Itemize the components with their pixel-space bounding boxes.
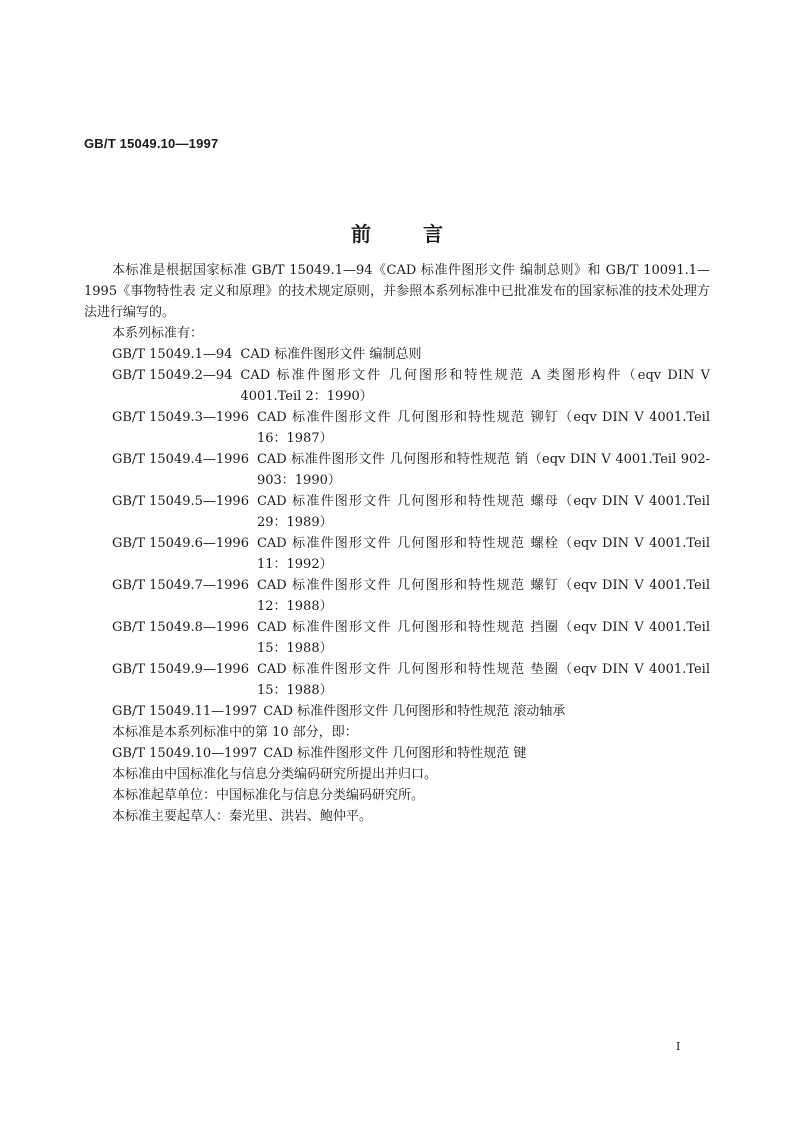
- proposer-line: 本标准由中国标准化与信息分类编码研究所提出并归口。: [112, 767, 438, 782]
- standard-code: GB/T 15049.9—1996: [112, 662, 249, 677]
- standard-code: GB/T 15049.5—1996: [112, 494, 249, 509]
- standard-title: CAD 标准件图形文件 几何图形和特性规范 螺母（eqv DIN V 4001.Teil 29：1989）: [256, 494, 710, 530]
- standard-title: CAD 标准件图形文件 几何图形和特性规范 铆钉（eqv DIN V 4001.Teil 16：1987）: [256, 410, 710, 446]
- standard-title: CAD 标准件图形文件 几何图形和特性规范 螺钉（eqv DIN V 4001.Teil 12：1988）: [256, 578, 710, 614]
- standard-item: [84, 701, 710, 722]
- standard-code: GB/T 15049.11—1997: [112, 704, 258, 719]
- standard-title: CAD 标准件图形文件 几何图形和特性规范 A 类图形构件（eqv DIN V 4001.Teil 2：1990）: [240, 368, 710, 404]
- standard-code: GB/T 15049.7—1996: [112, 578, 249, 593]
- standard-code: GB/T 15049.6—1996: [112, 536, 249, 551]
- page-title: 前言: [351, 222, 495, 246]
- standard-item: [84, 365, 710, 407]
- standard-title: CAD 标准件图形文件 几何图形和特性规范 挡圈（eqv DIN V 4001.Teil 15：1988）: [256, 620, 710, 656]
- standard-item: [84, 575, 710, 617]
- standard-item: [84, 344, 710, 365]
- standard-item: [84, 533, 710, 575]
- standard-code: GB/T 15049.3—1996: [112, 410, 249, 425]
- standard-title: CAD 标准件图形文件 几何图形和特性规范 垫圈（eqv DIN V 4001.Teil 15：1988）: [256, 662, 710, 698]
- standard-title: CAD 标准件图形文件 几何图形和特性规范 键: [263, 746, 527, 761]
- standard-item: [84, 491, 710, 533]
- doc-code: GB/T 15049.10—1997: [84, 136, 219, 151]
- part-note: 本标准是本系列标准中的第 10 部分，即：: [112, 725, 358, 740]
- standard-title: CAD 标准件图形文件 编制总则: [240, 347, 422, 362]
- drafters-line: 本标准主要起草人：秦光里、洪岩、鲍仲平。: [112, 809, 373, 824]
- standard-item: [84, 449, 710, 491]
- standard-code: GB/T 15049.8—1996: [112, 620, 249, 635]
- foreword-body: [84, 260, 710, 827]
- standard-code: GB/T 15049.2—94: [112, 368, 233, 383]
- standard-code: GB/T 15049.1—94: [112, 347, 233, 362]
- standard-item: [84, 659, 710, 701]
- intro-paragraph: 本标准是根据国家标准 GB/T 15049.1—94《CAD 标准件图形文件 编制总则》和 GB/T 10091.1—1995《事物特性表 定义和原理》的技术规定原则，并参照本系列标准中已批准发布的国家标准的技术处理方法进行编写的。: [84, 263, 710, 320]
- standard-title: CAD 标准件图形文件 几何图形和特性规范 螺栓（eqv DIN V 4001.Teil 11：1992）: [256, 536, 710, 572]
- standard-item: [84, 617, 710, 659]
- standard-title: CAD 标准件图形文件 几何图形和特性规范 销（eqv DIN V 4001.Teil 902-903：1990）: [256, 452, 710, 488]
- standard-code: GB/T 15049.4—1996: [112, 452, 249, 467]
- this-standard-item: [84, 743, 710, 764]
- drafting-unit-line: 本标准起草单位：中国标准化与信息分类编码研究所。: [112, 788, 425, 803]
- series-intro: 本系列标准有：: [112, 326, 204, 341]
- standard-item: [84, 407, 710, 449]
- standard-title: CAD 标准件图形文件 几何图形和特性规范 滚动轴承: [263, 704, 566, 719]
- page-number: I: [676, 1040, 681, 1053]
- standard-code: GB/T 15049.10—1997: [112, 746, 258, 761]
